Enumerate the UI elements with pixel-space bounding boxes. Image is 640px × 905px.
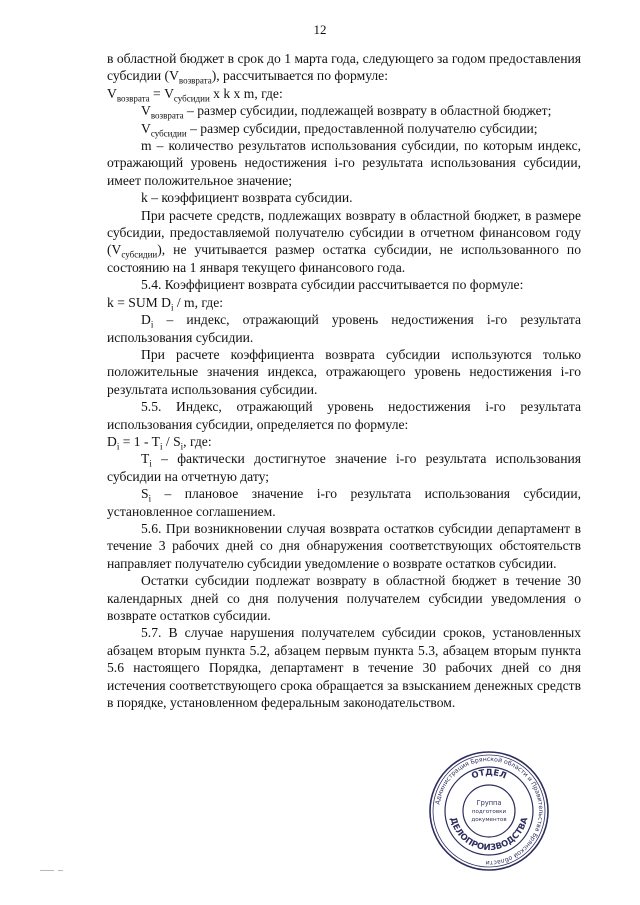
definition-t: $T_i$ – фактически достигнутое значение i-го результата использования субсидии на отчетную дату; <box>107 451 581 484</box>
paragraph-calculation-note: При расчете средств, подлежащих возврату в областной бюджет, в размере субсидии, предоставляемой получателю субсидии в отчетном финансовом году $(V_{субсидии})$, не учитывается размер остатка субсидии, не использованного по состоянию на 1 января текущего финансового года. <box>107 207 581 275</box>
definition-m: m – количество результатов использования субсидии, по которым индекс, отражающий уровень недостижения i-го результата использования субсидии, имеет положительное значение; <box>107 138 581 188</box>
scan-mark <box>40 870 54 871</box>
formula-index: $D_i = 1 - T_i / S_i$, где: <box>107 433 212 452</box>
definition-v-subsidy: $V_{субсидии}$ – размер субсидии, предоставленной получателю субсидии; <box>141 120 538 139</box>
stamp-outer-text: Администрация Брянской области и Правительства Брянской области <box>434 755 545 867</box>
paragraph-5-7: 5.7. В случае нарушения получателем субсидии сроков, установленных абзацем вторым пункта 5.2, абзацем первым пункта 5.3, абзацем вторым пункта 5.6 настоящего Порядка, департамент в течение 30 рабочих дней со дня истечения соответствующего срока обращается за взысканием денежных средств в порядке, установленном федеральным законодательством. <box>107 625 581 711</box>
paragraph-5-6: 5.6. При возникновении случая возврата остатков субсидии департамент в течение 3 рабочих дней со дня обнаружения соответствующих обстоятельств направляет получателю субсидии уведомление о возврате остатков субсидии. <box>107 520 581 571</box>
stamp-center-line2: подготовки <box>471 809 507 815</box>
page-number: 12 <box>313 22 327 37</box>
scan-mark <box>58 870 63 871</box>
paragraph-positive-values: При расчете коэффициента возврата субсидии используются только положительные значения индекса, отражающего уровень недостижения i-го результата использования субсидии. <box>107 346 581 397</box>
definition-s: $S_i$ – плановое значение i-го результата использования субсидии, установленное соглашением. <box>107 486 581 519</box>
definition-k: k – коэффициент возврата субсидии. <box>141 190 353 206</box>
paragraph-5-4: 5.4. Коэффициент возврата субсидии рассчитывается по формуле: <box>141 277 524 293</box>
paragraph-5-5: 5.5. Индекс, отражающий уровень недостижения i-го результата использования субсидии, определяется по формуле: <box>107 399 581 432</box>
formula-return-amount: $V_{возврата} = V_{субсидии}$ x k x m, где: <box>107 85 283 104</box>
stamp-top-text: ОТДЕЛ <box>470 767 508 782</box>
stamp-bottom-text: ДЕЛОПРОИЗВОДСТВА <box>447 816 531 854</box>
document-body <box>107 50 581 711</box>
formula-coefficient: k = SUM $D_i$ / m, где: <box>107 294 224 313</box>
paragraph-intro: в областной бюджет в срок до 1 марта года, следующего за годом предоставления субсидии $(V_{возврата})$, рассчитывается по формуле: <box>107 51 581 87</box>
definition-d: $D_i$ – индекс, отражающий уровень недостижения i-го результата использования субсидии. <box>107 312 581 345</box>
definition-v-return: $V_{возврата}$ – размер субсидии, подлежащей возврату в областной бюджет; <box>141 103 552 121</box>
paragraph-remainder-return: Остатки субсидии подлежат возврату в областной бюджет в течение 30 календарных дней со дня получения получателем субсидии уведомления о возврате остатков субсидии. <box>107 573 581 623</box>
stamp-center-line1: Группа <box>476 799 502 807</box>
office-stamp <box>428 750 550 872</box>
stamp-center-line3: документов <box>471 817 507 823</box>
